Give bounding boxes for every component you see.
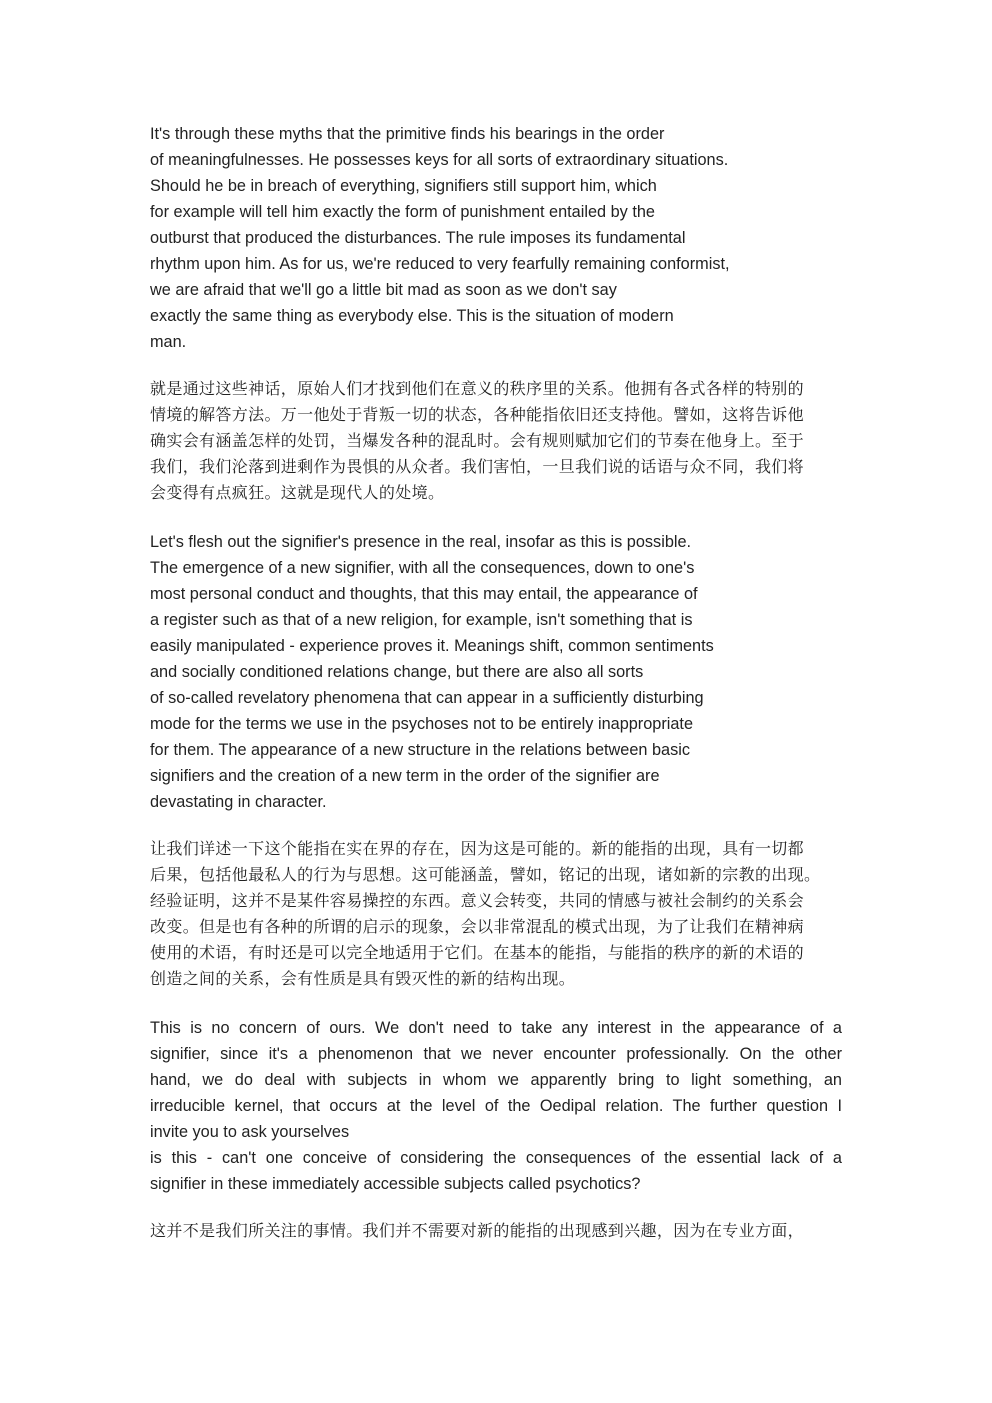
text-line: 我们，我们沦落到进剩作为畏惧的从众者。我们害怕，一旦我们说的话语与众不同，我们将 xyxy=(150,459,805,476)
text-line: 让我们详述一下这个能指在实在界的存在，因为这是可能的。新的能指的出现，具有一切都 xyxy=(150,841,805,858)
text-line: 创造之间的关系，会有性质是具有毁灭性的新的结构出现。 xyxy=(150,971,576,988)
text-line: most personal conduct and thoughts, that this may entail, the appearance of xyxy=(150,585,698,603)
text-line: 经验证明，这并不是某件容易操控的东西。意义会转变，共同的情感与被社会制约的关系会 xyxy=(150,893,805,910)
paragraph-zh-concern xyxy=(150,1219,842,1245)
text-line: This is no concern of ours. We don't need to take any interest in the appearance of a xyxy=(150,1019,842,1037)
text-line: of so-called revelatory phenomena that can appear in a sufficiently disturbing xyxy=(150,689,704,707)
text-line: 会变得有点疯狂。这就是现代人的处境。 xyxy=(150,485,445,502)
text-line: we are afraid that we'll go a little bit mad as soon as we don't say xyxy=(150,281,617,299)
text-line: easily manipulated - experience proves it. Meanings shift, common sentiments xyxy=(150,637,714,655)
text-line: 使用的术语，有时还是可以完全地适用于它们。在基本的能指，与能指的秩序的新的术语的 xyxy=(150,945,805,962)
text-line: and socially conditioned relations change, but there are also all sorts xyxy=(150,663,644,681)
text-line: 情境的解答方法。万一他处于背叛一切的状态，各种能指依旧还支持他。譬如，这将告诉他 xyxy=(150,407,805,424)
paragraph-zh-signifier xyxy=(150,837,842,993)
text-line: 确实会有涵盖怎样的处罚，当爆发各种的混乱时。会有规则赋加它们的节奏在他身上。至于 xyxy=(150,433,805,450)
text-line: mode for the terms we use in the psychoses not to be entirely inappropriate xyxy=(150,715,694,733)
text-line: is this - can't one conceive of considering the consequences of the essential lack of a xyxy=(150,1149,842,1167)
paragraph-gap xyxy=(150,815,842,837)
text-line: irreducible kernel, that occurs at the level of the Oedipal relation. The further question I xyxy=(150,1097,842,1115)
paragraph-en-signifier xyxy=(150,529,842,815)
text-line: 改变。但是也有各种的所谓的启示的现象，会以非常混乱的模式出现，为了让我们在精神病 xyxy=(150,919,805,936)
text-line: exactly the same thing as everybody else. This is the situation of modern xyxy=(150,307,674,325)
text-line: 这并不是我们所关注的事情。我们并不需要对新的能指的出现感到兴趣，因为在专业方面， xyxy=(150,1223,805,1240)
text-line: signifiers and the creation of a new term in the order of the signifier are xyxy=(150,767,660,785)
paragraph-en-concern xyxy=(150,1015,842,1197)
document-page xyxy=(150,121,842,1245)
paragraph-gap xyxy=(150,507,842,529)
text-line: Let's flesh out the signifier's presence in the real, insofar as this is possible. xyxy=(150,533,692,551)
text-line: signifier in these immediately accessible subjects called psychotics? xyxy=(150,1175,641,1193)
paragraph-en-myths xyxy=(150,121,842,355)
text-line: a register such as that of a new religion, for example, isn't something that is xyxy=(150,611,693,629)
paragraph-gap xyxy=(150,993,842,1015)
text-line: outburst that produced the disturbances. The rule imposes its fundamental xyxy=(150,229,686,247)
paragraph-gap xyxy=(150,1197,842,1219)
text-line: for them. The appearance of a new structure in the relations between basic xyxy=(150,741,691,759)
text-line: of meaningfulnesses. He possesses keys for all sorts of extraordinary situations. xyxy=(150,151,729,169)
text-line: 后果，包括他最私人的行为与思想。这可能涵盖，譬如，铭记的出现，诸如新的宗教的出现。 xyxy=(150,867,821,884)
text-line: invite you to ask yourselves xyxy=(150,1123,350,1141)
text-line: Should he be in breach of everything, signifiers still support him, which xyxy=(150,177,657,195)
text-line: for example will tell him exactly the form of punishment entailed by the xyxy=(150,203,655,221)
text-line: devastating in character. xyxy=(150,793,327,811)
text-line: rhythm upon him. As for us, we're reduced to very fearfully remaining conformist, xyxy=(150,255,730,273)
text-line: It's through these myths that the primitive finds his bearings in the order xyxy=(150,125,665,143)
text-line: signifier, since it's a phenomenon that we never encounter professionally. On the other xyxy=(150,1045,842,1063)
paragraph-zh-myths xyxy=(150,377,842,507)
text-line: 就是通过这些神话，原始人们才找到他们在意义的秩序里的关系。他拥有各式各样的特别的 xyxy=(150,381,805,398)
text-line: hand, we do deal with subjects in whom we apparently bring to light something, an xyxy=(150,1071,842,1089)
text-line: man. xyxy=(150,333,187,351)
text-line: The emergence of a new signifier, with all the consequences, down to one's xyxy=(150,559,695,577)
paragraph-gap xyxy=(150,355,842,377)
